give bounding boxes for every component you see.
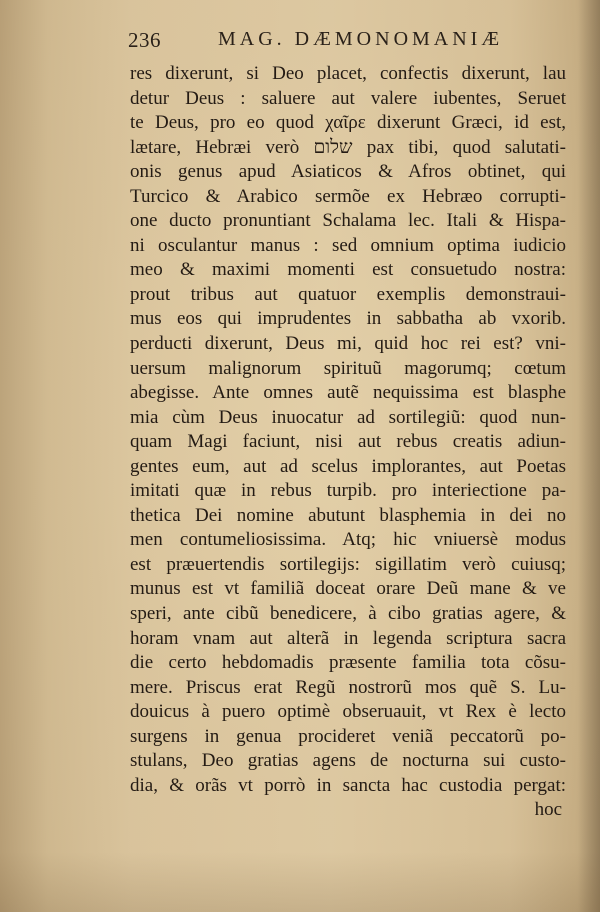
page-number: 236 bbox=[128, 28, 161, 52]
text-line: mia cùm Deus inuocatur ad sortilegiũ: quod nun- bbox=[130, 406, 566, 428]
text-line: res dixerunt, si Deo placet, confectis dixerunt, lau bbox=[130, 63, 566, 84]
text-line: te Deus, pro eo quod χαῖρε dixerunt Græci, id est, bbox=[130, 112, 566, 134]
bottom-shadow bbox=[0, 852, 600, 912]
text-line: prout tribus aut quatuor exemplis demonstraui- bbox=[130, 283, 566, 305]
text-line: detur Deus : saluere aut valere iubentes, Seruet bbox=[130, 87, 566, 109]
text-block bbox=[130, 62, 566, 823]
text-line: speri, ante cibũ benedicere, à cibo gratias agere, & bbox=[130, 603, 566, 625]
text-line: imitati quæ in rebus turpib. pro interiectione pa- bbox=[130, 480, 566, 502]
text-line: gentes eum, aut ad scelus implorantes, aut Poetas bbox=[130, 455, 566, 477]
text-line: uersum malignorum spirituũ magorumq; cœtum bbox=[130, 357, 566, 379]
text-line: thetica Dei nomine abutunt blasphemia in dei no bbox=[130, 504, 566, 526]
text-line: abegisse. Ante omnes autẽ nequissima est blasphe bbox=[130, 382, 566, 404]
text-line: mere. Priscus erat Regũ nostrorũ mos quẽ S. Lu- bbox=[130, 676, 566, 698]
text-line: dia, & orãs vt porrò in sancta hac custodia pergat: bbox=[130, 774, 566, 796]
text-line: stulans, Deo gratias agens de nocturna sui custo- bbox=[130, 750, 566, 772]
text-line: douicus à puero optimè obseruauit, vt Rex è lecto bbox=[130, 701, 566, 723]
text-line: men contumeliosissima. Atq; hic vniuersè modus bbox=[130, 529, 566, 551]
text-line: perducti dixerunt, Deus mi, quid hoc rei est? vni- bbox=[130, 333, 566, 355]
text-line: surgens in genua procideret veniã peccatorũ po- bbox=[130, 725, 566, 747]
text-line: meo & maximi momenti est consuetudo nostra: bbox=[130, 259, 566, 281]
text-line: quam Magi faciunt, nisi aut rebus creatis adiun- bbox=[130, 431, 566, 453]
running-head: MAG. DÆMONOMANIÆ bbox=[218, 28, 504, 50]
text-line: ni osculantur manus : sed omnium optima iudicio bbox=[130, 234, 566, 256]
text-line: horam vnam aut alterã in legenda scriptura sacra bbox=[130, 627, 566, 649]
text-line: Turcico & Arabico sermõe ex Hebræo corrupti- bbox=[130, 185, 566, 207]
text-line: munus est vt familiã doceat orare Deũ mane & ve bbox=[130, 578, 566, 600]
text-line: est præuertendis sortilegijs: sigillatim verò cuiusq; bbox=[130, 553, 566, 575]
catchword: hoc bbox=[534, 799, 562, 821]
text-line: one ducto pronuntiant Schalama lec. Itali & Hispa- bbox=[130, 210, 566, 232]
text-line: mus eos qui imprudentes in sabbatha ab vxorib. bbox=[130, 308, 566, 330]
text-line: onis genus apud Asiaticos & Afros obtinet, qui bbox=[130, 161, 566, 183]
text-line: lætare, Hebræi verò שלום pax tibi, quod salutati- bbox=[130, 136, 566, 158]
text-line: die certo hebdomadis præsente familia tota cõsu- bbox=[130, 652, 566, 674]
page-header bbox=[128, 28, 528, 54]
spine-shadow bbox=[578, 0, 600, 912]
catchword-line bbox=[130, 798, 566, 823]
